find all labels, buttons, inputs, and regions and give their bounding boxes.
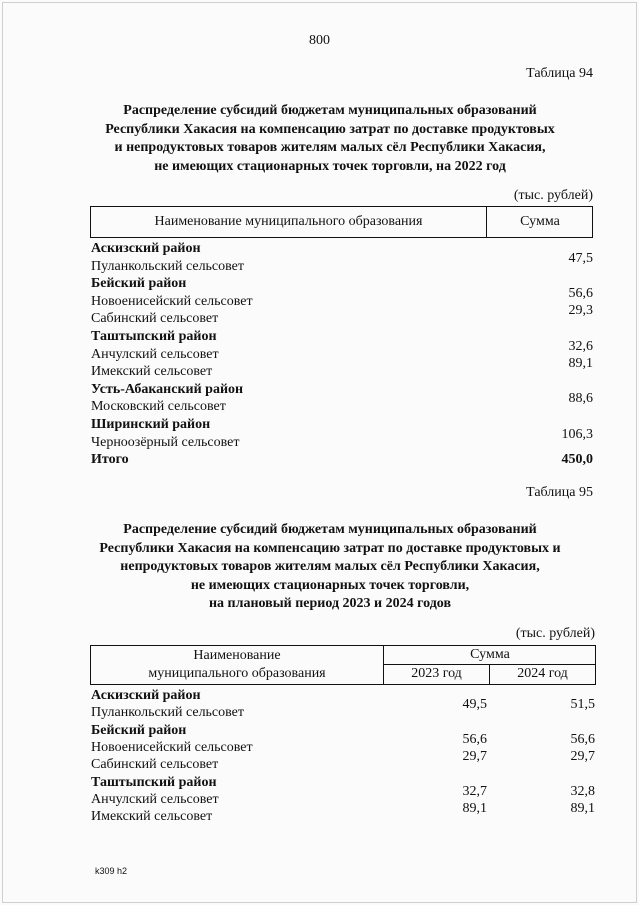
table-95-title-line: на плановый период 2023 и 2024 годов (208, 596, 452, 611)
table-94-row-value: 47,5 (568, 250, 593, 266)
table-94-title-line: и непродуктовых товаров жителям малых сёл Республики Хакасия, (114, 140, 546, 155)
table-94-district: Бейский район (91, 276, 187, 292)
table-95-value-2024: 89,1 (570, 801, 595, 817)
table-95-title-line: непродуктовых товаров жителям малых сёл Республики Хакасия, (120, 559, 540, 574)
table-95-title-line: не имеющих стационарных точек торговли, (190, 577, 470, 593)
table-95-header (90, 645, 596, 685)
table-95-header-name-line2: муниципального образования (148, 666, 326, 681)
table-94-header-sum: Сумма (520, 214, 560, 229)
table-95-row-name: Пуланкольский сельсовет (91, 705, 245, 721)
table-95-header-sum: Сумма (470, 647, 510, 662)
table-95-row-name: Новоенисейский сельсовет (91, 739, 253, 755)
table-94-district: Итого (91, 452, 129, 468)
table-94-district: Усть-Абаканский район (91, 381, 244, 397)
table-95-row-name: Анчулский сельсовет (91, 791, 219, 807)
table-94-title (60, 102, 600, 176)
table-94-district: Таштыпский район (91, 329, 217, 344)
table-94-title-line: не имеющих стационарных точек торговли, на 2022 год (154, 158, 506, 174)
table-95-value-2024: 56,6 (570, 731, 595, 747)
table-94-unit: (тыс. рублей) (513, 188, 593, 203)
table-95-value-2023: 49,5 (462, 697, 487, 713)
table-95-value-2024: 29,7 (570, 749, 595, 765)
table-95-title-line: Распределение субсидий бюджетам муниципальных образований (123, 522, 537, 537)
table-95-label: Таблица 95 (526, 485, 593, 500)
table-94-row-name: Новоенисейский сельсовет (91, 293, 253, 309)
table-94-row-value: 56,6 (568, 285, 593, 301)
table-95-header-year2: 2024 год (517, 666, 568, 681)
table-94-row-value: 89,1 (568, 356, 593, 372)
table-95-district: Таштыпский район (91, 774, 217, 790)
table-94-district: Ширинский район (91, 417, 211, 432)
table-94-row-name: Анчулский сельсовет (91, 346, 219, 362)
table-95-district: Аскизский район (91, 688, 201, 703)
table-94-row-value: 450,0 (561, 452, 593, 468)
table-95-title-line: Республики Хакасия на компенсацию затрат по доставке продуктовых и (99, 540, 561, 556)
table-94-row-name: Пуланкольский сельсовет (91, 258, 245, 274)
page-number: 800 (309, 33, 330, 48)
table-95-value-2024: 51,5 (570, 697, 595, 713)
table-95-district: Бейский район (91, 722, 187, 738)
table-95-title (60, 521, 600, 614)
table-94-title-line: Республики Хакасия на компенсацию затрат по доставке продуктовых (105, 121, 555, 137)
table-95-value-2023: 32,7 (462, 783, 487, 799)
table-94-row-name: Имекский сельсовет (91, 364, 213, 380)
table-95-value-2023: 29,7 (462, 749, 487, 765)
table-94-row-name: Черноозёрный сельсовет (91, 434, 240, 450)
table-94-header (90, 206, 593, 238)
footer-code: k309 h2 (95, 866, 128, 876)
table-94-label: Таблица 94 (526, 66, 593, 81)
table-94-row-value: 29,3 (568, 303, 593, 319)
table-94-row-name: Московский сельсовет (91, 399, 226, 415)
table-95-unit: (тыс. рублей) (515, 626, 595, 641)
table-95-row-name: Сабинский сельсовет (91, 757, 219, 773)
table-95-value-2023: 89,1 (462, 801, 487, 817)
table-94-title-line: Распределение субсидий бюджетам муниципальных образований (123, 103, 537, 118)
table-94-row-value: 106,3 (561, 426, 593, 442)
table-94-row-value: 32,6 (568, 338, 593, 354)
table-95-row-name: Имекский сельсовет (91, 809, 213, 825)
table-95-header-name-line1: Наименование (193, 648, 281, 663)
table-95-value-2023: 56,6 (462, 731, 487, 747)
table-94-header-name: Наименование муниципального образования (154, 214, 423, 229)
table-95-value-2024: 32,8 (570, 783, 595, 799)
table-94-district: Аскизский район (91, 241, 201, 256)
table-95-header-year1: 2023 год (411, 666, 462, 681)
table-94-row-value: 88,6 (568, 391, 593, 407)
table-94-row-name: Сабинский сельсовет (91, 311, 219, 327)
